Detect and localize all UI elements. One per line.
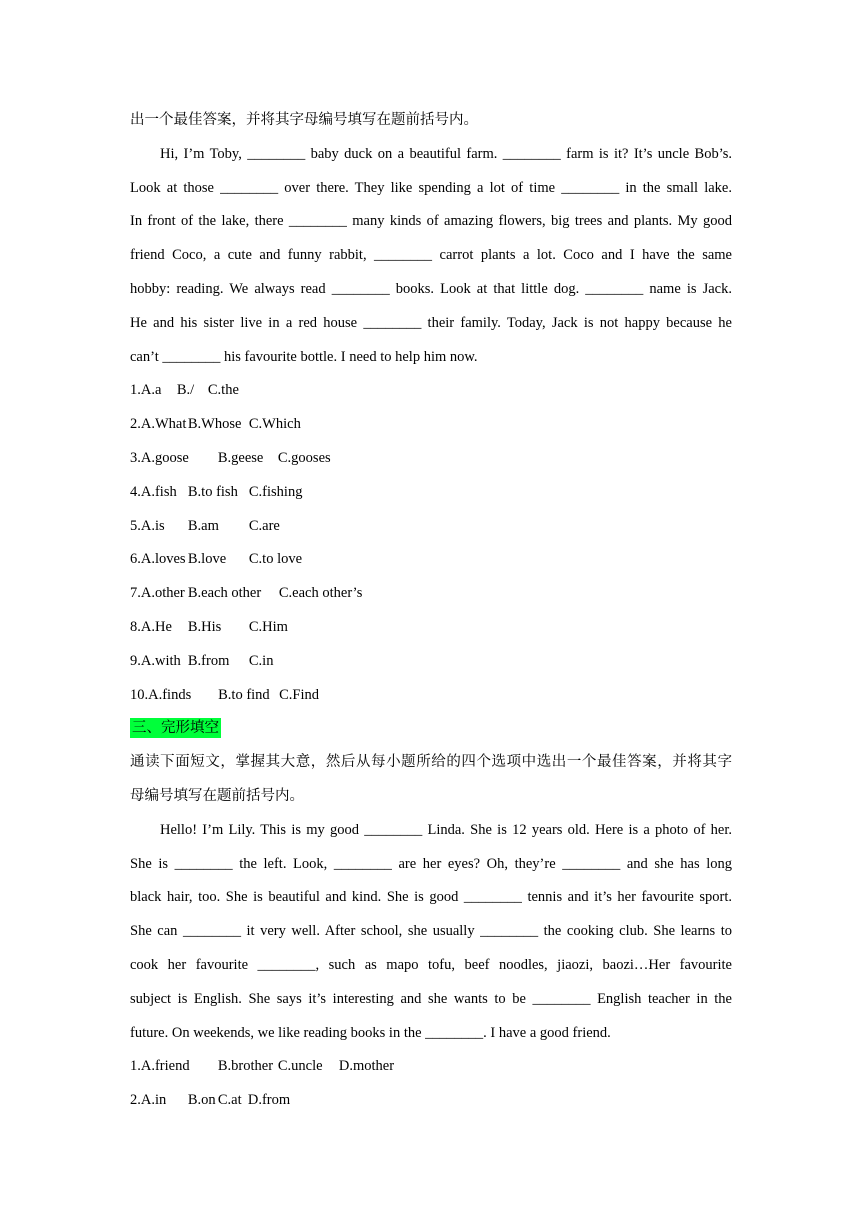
question-item (130, 476, 732, 510)
option-b: B.brother (217, 1058, 274, 1075)
section-instruction-line: 母编号填写在题前括号内。 (130, 787, 304, 804)
passage-line: Hi, I’m Toby, ________ baby duck on a beautiful farm. ________ farm is it? It’s uncle Bob’s. (160, 145, 732, 162)
option-b: B.to fish (187, 483, 238, 500)
question-number: 3. (130, 449, 141, 466)
section-heading (130, 712, 732, 746)
option-a: A.in (140, 1092, 167, 1109)
question-item (130, 543, 732, 577)
passage-2 (130, 814, 732, 1051)
question-number: 1. (130, 1058, 141, 1075)
question-number: 9. (130, 652, 141, 669)
option-b: B./ (176, 382, 195, 399)
question-item (130, 442, 732, 476)
option-a: A.friend (140, 1058, 190, 1075)
option-b: B.geese (217, 449, 264, 466)
option-d: D.mother (338, 1058, 395, 1075)
option-a: A.other (140, 585, 185, 602)
option-c: C.Him (248, 618, 288, 635)
question-item (130, 577, 732, 611)
option-c: C.the (207, 382, 239, 399)
option-b: B.from (187, 652, 230, 669)
question-number: 2. (130, 1092, 141, 1109)
option-c: C.Which (248, 416, 301, 433)
option-c: C.each other’s (278, 585, 363, 602)
option-d: D.from (247, 1092, 291, 1109)
option-a: A.loves (140, 551, 186, 568)
option-b: B.to find (218, 686, 270, 703)
option-a: A.He (140, 618, 172, 635)
option-a: A.What (140, 416, 187, 433)
passage-line: future. On weekends, we like reading books in the ________. I have a good friend. (130, 1024, 611, 1041)
question-item (130, 1084, 732, 1118)
question-number: 4. (130, 483, 141, 500)
option-c: C.to love (248, 551, 303, 568)
option-c: C.uncle (277, 1058, 323, 1075)
option-a: A.fish (140, 483, 177, 500)
option-c: C.Find (279, 686, 320, 703)
passage-line: He and his sister live in a red house ________ their family. Today, Jack is not happy because he (130, 314, 732, 331)
passage-line: Hello! I’m Lily. This is my good ________ Linda. She is 12 years old. Here is a photo of her. (160, 821, 732, 838)
question-number: 5. (130, 517, 141, 534)
passage-line: cook her favourite ________, such as mapo tofu, beef noodles, jiaozi, baozi…Her favourite (130, 956, 732, 973)
option-a: A.with (140, 652, 181, 669)
section-instruction-line: 通读下面短文，掌握其大意，然后从每小题所给的四个选项中选出一个最佳答案，并将其字 (130, 754, 732, 771)
passage-line: friend Coco, a cute and funny rabbit, ________ carrot plants a lot. Coco and I have the same (130, 247, 732, 264)
passage-line: Look at those ________ over there. They like spending a lot of time ________ in the small lake. (130, 179, 732, 196)
option-b: B.am (187, 517, 219, 534)
option-b: B.each other (187, 585, 262, 602)
question-number: 2. (130, 416, 141, 433)
question-item (130, 408, 732, 442)
option-b: B.on (187, 1092, 216, 1109)
passage-line: black hair, too. She is beautiful and kind. She is good ________ tennis and it’s her favourite sport. (130, 889, 732, 906)
passage-line: In front of the lake, there ________ many kinds of amazing flowers, big trees and plants. My good (130, 213, 732, 230)
question-number: 10. (130, 686, 149, 703)
passage-line: can’t ________ his favourite bottle. I need to help him now. (130, 348, 478, 365)
passage-line: subject is English. She says it’s interesting and she wants to be ________ English teacher in the (130, 990, 732, 1007)
question-item (130, 510, 732, 544)
option-b: B.Whose (187, 416, 242, 433)
question-item (130, 611, 732, 645)
option-c: C.are (248, 517, 280, 534)
question-item (130, 679, 732, 713)
passage-line: She can ________ it very well. After school, she usually ________ the cooking club. She learns to (130, 923, 732, 940)
question-item (130, 645, 732, 679)
question-list-1 (130, 374, 732, 712)
document-page (130, 104, 732, 1118)
question-number: 7. (130, 585, 141, 602)
passage-line: She is ________ the left. Look, ________ are her eyes? Oh, they’re ________ and she has long (130, 855, 732, 872)
option-c: C.fishing (248, 483, 303, 500)
option-a: A.finds (148, 686, 192, 703)
option-a: A.is (140, 517, 165, 534)
instruction-tail: 出一个最佳答案，并将其字母编号填写在题前括号内。 (130, 112, 478, 128)
option-c: C.in (248, 652, 274, 669)
question-number: 8. (130, 618, 141, 635)
question-item (130, 374, 732, 408)
question-number: 6. (130, 551, 141, 568)
passage-1 (130, 138, 732, 375)
option-c: C.gooses (277, 449, 331, 466)
passage-line: hobby: reading. We always read ________ books. Look at that little dog. ________ name is Jack. (130, 280, 732, 297)
option-b: B.love (187, 551, 227, 568)
option-a: A.a (140, 382, 162, 399)
option-c: C.at (217, 1092, 242, 1109)
option-b: B.His (187, 618, 222, 635)
section-heading-text: 三、完形填空 (132, 720, 219, 737)
question-number: 1. (130, 382, 141, 399)
question-item (130, 1050, 732, 1084)
question-list-2 (130, 1050, 732, 1118)
option-a: A.goose (140, 449, 189, 466)
